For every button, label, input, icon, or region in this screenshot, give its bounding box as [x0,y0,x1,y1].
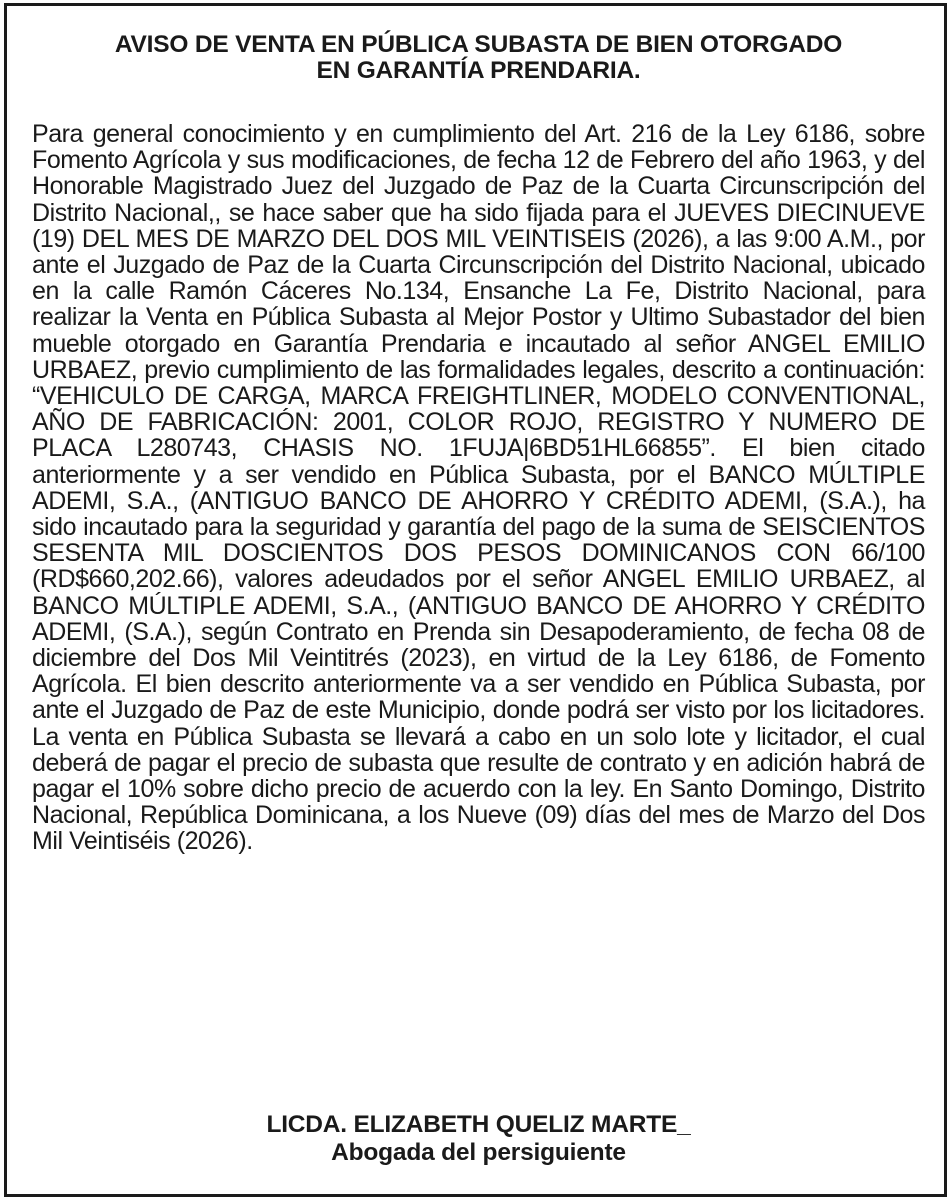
notice-frame [4,3,947,1197]
notice-title-line-2: EN GARANTÍA PRENDARIA. [316,57,641,84]
notice-title-line-1: AVISO DE VENTA EN PÚBLICA SUBASTA DE BIEN OTORGADO [114,31,843,58]
signer-role: Abogada del persiguiente [331,1139,626,1166]
notice-title [7,32,949,84]
signer-name: LICDA. ELIZABETH QUELIZ MARTE_ [266,1111,691,1138]
signature-block [7,1111,949,1167]
notice-body: Para general conocimiento y en cumplimiento del Art. 216 de la Ley 6186, sobre Fomento Agrícola y sus modificaciones, de fecha 12 de Febrero del año 1963, y del Honorable Magistrado Juez del Juzgado de Paz de la Cuarta Circunscripción del Distrito Nacional,, se hace saber que ha sido fijada para el JUEVES DIECINUEVE (19) DEL MES DE MARZO DEL DOS MIL VEINTISEIS (2026), a las 9:00 A.M., por ante el Juzgado de Paz de la Cuarta Circunscripción del Distrito Nacional, ubicado en la calle Ramón Cáceres No.134, Ensanche La Fe, Distrito Nacional, para realizar la Venta en Pública Subasta al Mejor Postor y Ultimo Subastador del bien mueble otorgado en Garantía Prendaria e incautado al señor ANGEL EMILIO URBAEZ, previo cumplimiento de las formalidades legales, descrito a continuación: “VEHICULO DE CARGA, MARCA FREIGHTLINER, MODELO CONVENTIONAL, AÑO DE FABRICACIÓN: 2001, COLOR ROJO, REGISTRO Y NUMERO DE PLACA L280743, CHASIS NO. 1FUJA|6BD51HL66855”. El bien citado anteriormente y a ser vendido en Pública Subasta, por el BANCO MÚLTIPLE ADEMI, S.A., (ANTIGUO BANCO DE AHORRO Y CRÉDITO ADEMI, (S.A.), ha sido incautado para la seguridad y garantía del pago de la suma de SEISCIENTOS SESENTA MIL DOSCIENTOS DOS PESOS DOMINICANOS CON 66/100 (RD$660,202.66), valores adeudados por el señor ANGEL EMILIO URBAEZ, al BANCO MÚLTIPLE ADEMI, S.A., (ANTIGUO BANCO DE AHORRO Y CRÉDITO ADEMI, (S.A.), según Contrato en Prenda sin Desapoderamiento, de fecha 08 de diciembre del Dos Mil Veintitrés (2023), en virtud de la Ley 6186, de Fomento Agrícola. El bien descrito anteriormente va a ser vendido en Pública Subasta, por ante el Juzgado de Paz de este Municipio, donde podrá ser visto por los licitadores. La venta en Pública Subasta se llevará a cabo en un solo lote y licitador, el cual deberá de pagar el precio de subasta que resulte de contrato y en adición habrá de pagar el 10% sobre dicho precio de acuerdo con la ley. En Santo Domingo, Distrito Nacional, República Dominicana, a los Nueve (09) días del mes de Marzo del Dos Mil Veintiséis (2026). [32,120,925,856]
